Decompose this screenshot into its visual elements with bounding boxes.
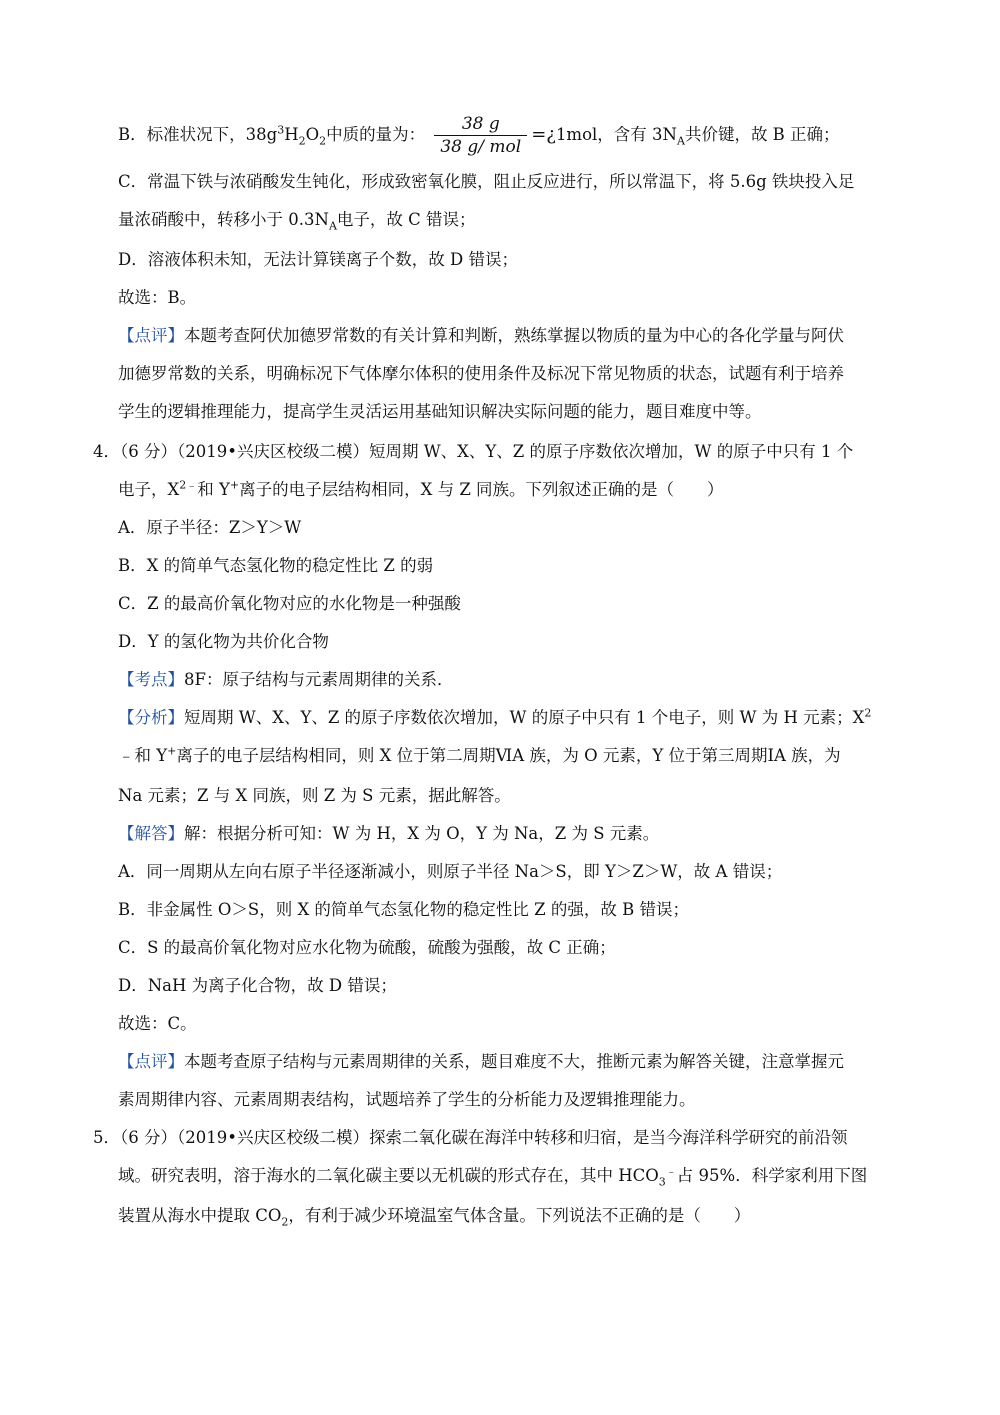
q4-answer-a: A．同一周期从左向右原子半径逐渐减小，则原子半径 Na＞S，即 Y＞Z＞W，故 A 错误； [118,862,783,881]
fraction-denominator: 38 g/ mol [440,137,522,157]
q3-option-b [118,113,910,158]
q4-analysis-line3: Na 元素；Z 与 X 同族，则 Z 为 S 元素，据此解答。 [118,786,511,805]
text: 装置从海水中提取 CO [118,1206,282,1225]
q5-stem-line2 [118,1164,910,1188]
q3-comment-line3: 学生的逻辑推理能力，提高学生灵活运用基础知识解决实际问题的能力，题目难度中等。 [118,402,762,421]
text: 解：根据分析可知：W 为 H，X 为 O，Y 为 Na，Z 为 S 元素。 [184,824,660,843]
sub: 3 [658,1175,666,1189]
answer-tag: 【解答】 [118,824,184,843]
kaodian-tag: 【考点】 [118,670,184,689]
text: 短周期 W、X、Y、Z 的原子序数依次增加，W 的原子中只有 1 个电子，则 W 为 H 元素；X [184,708,865,727]
sub: A [328,219,337,233]
q4-choice: 故选：C。 [118,1014,197,1033]
sub: A [676,134,685,148]
q4-option-b: B．X 的简单气态氢化物的稳定性比 Z 的弱 [118,556,434,575]
text: 本题考查阿伏加德罗常数的有关计算和判断，熟练掌握以物质的量为中心的各化学量与阿伏 [184,326,844,345]
text: H [284,125,299,144]
text: 8F：原子结构与元素周期律的关系． [184,670,454,689]
sub: 2 [298,134,306,148]
fraction [434,113,527,158]
sup: + [229,478,240,492]
q3-option-c-line1: C．常温下铁与浓硝酸发生钝化，形成致密氧化膜，阻止反应进行，所以常温下，将 5.6g 铁块投入足 [118,172,855,191]
q4-analysis-line2 [118,744,910,768]
analysis-tag: 【分析】 [118,708,184,727]
text: 离子的电子层结构相同，X 与 Z 同族。下列叙述正确的是（ ） [239,480,724,499]
q4-answer-d: D．NaH 为离子化合物，故 D 错误； [118,976,397,995]
q4-answer-c: C．S 的最高价氧化物对应水化物为硫酸，硫酸为强酸，故 C 正确； [118,938,616,957]
sub: 2 [319,134,327,148]
text: 量浓硝酸中，转移小于 0.3N [118,210,329,229]
text: 离子的电子层结构相同，则 X 位于第二周期ⅥA 族，为 O 元素，Y 位于第三周期ⅠA 族，为 [176,746,841,765]
sup: ﹣ [665,1164,677,1178]
q4-comment-line1 [118,1050,910,1074]
q4-analysis-line1 [118,706,910,730]
q3-choice: 故选：B。 [118,288,197,307]
q4-option-a: A．原子半径：Z＞Y＞W [118,518,302,537]
text: 1mol，含有 3N [555,125,677,144]
q5-stem-line3 [118,1204,910,1228]
sup: + [167,744,177,758]
q4-stem-line1: 4．（6 分）（2019•兴庆区校级二模）短周期 W、X、Y、Z 的原子序数依次增加，W 的原子中只有 1 个 [93,442,854,461]
text: =¿ [531,124,556,145]
sup: 2 [864,706,872,720]
q3-option-d: D．溶液体积未知，无法计算镁离子个数，故 D 错误； [118,250,518,269]
q4-stem-line2 [118,478,910,502]
q3-comment-line2: 加德罗常数的关系，明确标况下气体摩尔体积的使用条件及标况下常见物质的状态，试题有利于培养 [118,364,844,383]
text: 本题考查原子结构与元素周期律的关系，题目难度不大，推断元素为解答关键，注意掌握元 [184,1052,844,1071]
comment-tag: 【点评】 [118,1052,184,1071]
text: 占 95%．科学家利用下图 [676,1166,868,1185]
q3-comment-line1 [118,324,910,348]
q5-stem-line1: 5．（6 分）（2019•兴庆区校级二模）探索二氧化碳在海洋中转移和归宿，是当今海洋科学研究的前沿领 [93,1128,848,1147]
text: B．标准状况下，38g [118,125,278,144]
sup: 3 [277,123,285,137]
text: 共价键，故 B 正确； [684,125,840,144]
text: 电子，X [118,480,180,499]
text: 电子，故 C 错误； [336,210,476,229]
q4-option-c: C．Z 的最高价氧化物对应的水化物是一种强酸 [118,594,461,613]
text: ﹣和 Y [118,746,168,765]
text: 域。研究表明，溶于海水的二氧化碳主要以无机碳的形式存在，其中 HCO [118,1166,659,1185]
q4-comment-line2: 素周期律内容、元素周期表结构，试题培养了学生的分析能力及逻辑推理能力。 [118,1090,696,1109]
sub: 2 [281,1215,289,1229]
fraction-numerator: 38 g [434,113,527,136]
q3-option-c-line2 [118,208,910,232]
text: ，有利于减少环境温室气体含量。下列说法不正确的是（ ） [288,1206,751,1225]
q4-option-d: D．Y 的氢化物为共价化合物 [118,632,329,651]
comment-tag: 【点评】 [118,326,184,345]
sup: 2﹣ [179,478,198,492]
text: 中质的量为： [326,125,426,144]
text: 和 Y [197,480,230,499]
q4-answer-b: B．非金属性 O＞S，则 X 的简单气态氢化物的稳定性比 Z 的强，故 B 错误； [118,900,690,919]
q4-answer [118,822,910,846]
text: O [305,125,320,144]
q4-kaodian [118,668,910,692]
